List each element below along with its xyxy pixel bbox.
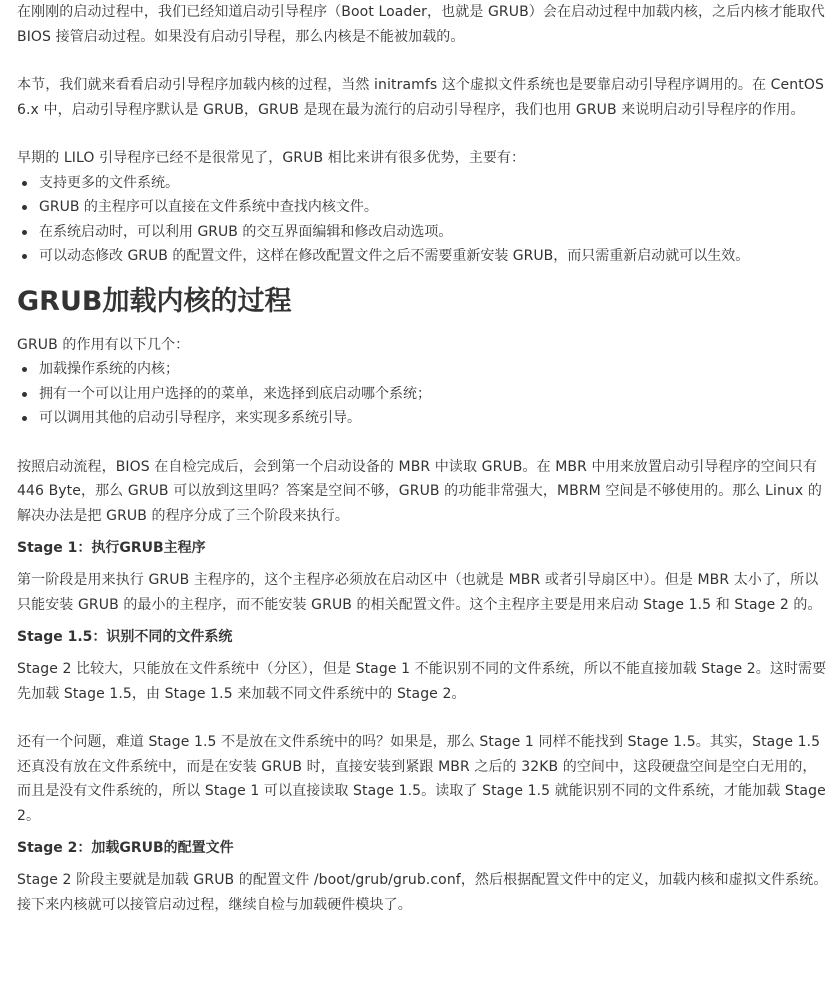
section-heading: GRUB加载内核的过程 (17, 285, 292, 317)
stage15-paragraph-detail: 还有一个问题，难道 Stage 1.5 不是放在文件系统中的吗？如果是，那么 Stage 1 同样不能找到 Stage 1.5。其实，Stage 1.5 还真没有放在文件系统中，而是在安装 GRUB 时，直接安装到紧跟 MBR 之后的 32KB 的空间中，这段硬盘空间是空白无用的，而且是没有文件系统的，所以 Stage 1 可以直接读取 Stage 1.5。读取了 Stage 1.5 就能识别不同的文件系统，才能加载 Stage 2。 (17, 734, 826, 824)
intro-paragraph-grub-default: 本节，我们就来看看启动引导程序加载内核的过程，当然 initramfs 这个虚拟文件系统也是要靠启动引导程序调用的。在 CentOS 6.x 中，启动引导程序默认是 GRUB，GRUB 是现在最为流行的启动引导程序，我们也用 GRUB 来说明启动引导程序的作用。 (17, 77, 824, 118)
stage1-paragraph: 第一阶段是用来执行 GRUB 主程序的，这个主程序必须放在启动区中（也就是 MBR 或者引导扇区中）。但是 MBR 太小了，所以只能安装 GRUB 的最小的主程序，而不能安装 GRUB 的相关配置文件。这个主程序主要是用来启动 Stage 1.5 和 Stage 2 的。 (17, 572, 822, 613)
list-item: 可以调用其他的启动引导程序，来实现多系统引导。 (17, 406, 829, 431)
article-body (17, 0, 829, 917)
advantages-list (17, 171, 829, 269)
roles-list (17, 357, 829, 431)
stage2-heading: Stage 2：加载GRUB的配置文件 (17, 840, 234, 856)
intro-paragraph-bootloader: 在刚刚的启动过程中，我们已经知道启动引导程序（Boot Loader，也就是 GRUB）会在启动过程中加载内核，之后内核才能取代 BIOS 接管启动过程。如果没有启动引导程，那么内核是不能被加载的。 (17, 4, 825, 45)
list-item: 支持更多的文件系统。 (17, 171, 829, 196)
list-item: 加载操作系统的内核； (17, 357, 829, 382)
list-item: 在系统启动时，可以利用 GRUB 的交互界面编辑和修改启动选项。 (17, 220, 829, 245)
roles-intro: GRUB 的作用有以下几个： (17, 336, 190, 353)
list-item: 可以动态修改 GRUB 的配置文件，这样在修改配置文件之后不需要重新安装 GRUB，而只需重新启动就可以生效。 (17, 244, 829, 269)
intro-paragraph-lilo: 早期的 LILO 引导程序已经不是很常见了，GRUB 相比来讲有很多优势，主要有： (17, 150, 526, 166)
boot-flow-paragraph: 按照启动流程，BIOS 在自检完成后，会到第一个启动设备的 MBR 中读取 GRUB。在 MBR 中用来放置启动引导程序的空间只有 446 Byte，那么 GRUB 可以放到这里吗？答案是空间不够，GRUB 的功能非常强大，MBRM 空间是不够使用的。那么 Linux 的解决办法是把 GRUB 的程序分成了三个阶段来执行。 (17, 458, 822, 524)
list-item: 拥有一个可以让用户选择的的菜单，来选择到底启动哪个系统； (17, 382, 829, 407)
stage15-paragraph: Stage 2 比较大，只能放在文件系统中（分区），但是 Stage 1 不能识别不同的文件系统，所以不能直接加载 Stage 2。这时需要先加载 Stage 1.5，由 Stage 1.5 来加载不同文件系统中的 Stage 2。 (17, 661, 827, 702)
stage1-heading: Stage 1：执行GRUB主程序 (17, 540, 206, 556)
list-item: GRUB 的主程序可以直接在文件系统中查找内核文件。 (17, 195, 829, 220)
stage15-heading: Stage 1.5：识别不同的文件系统 (17, 629, 233, 645)
stage2-paragraph: Stage 2 阶段主要就是加载 GRUB 的配置文件 /boot/grub/grub.conf，然后根据配置文件中的定义，加载内核和虚拟文件系统。接下来内核就可以接管启动过程，继续自检与加载硬件模块了。 (17, 872, 828, 913)
